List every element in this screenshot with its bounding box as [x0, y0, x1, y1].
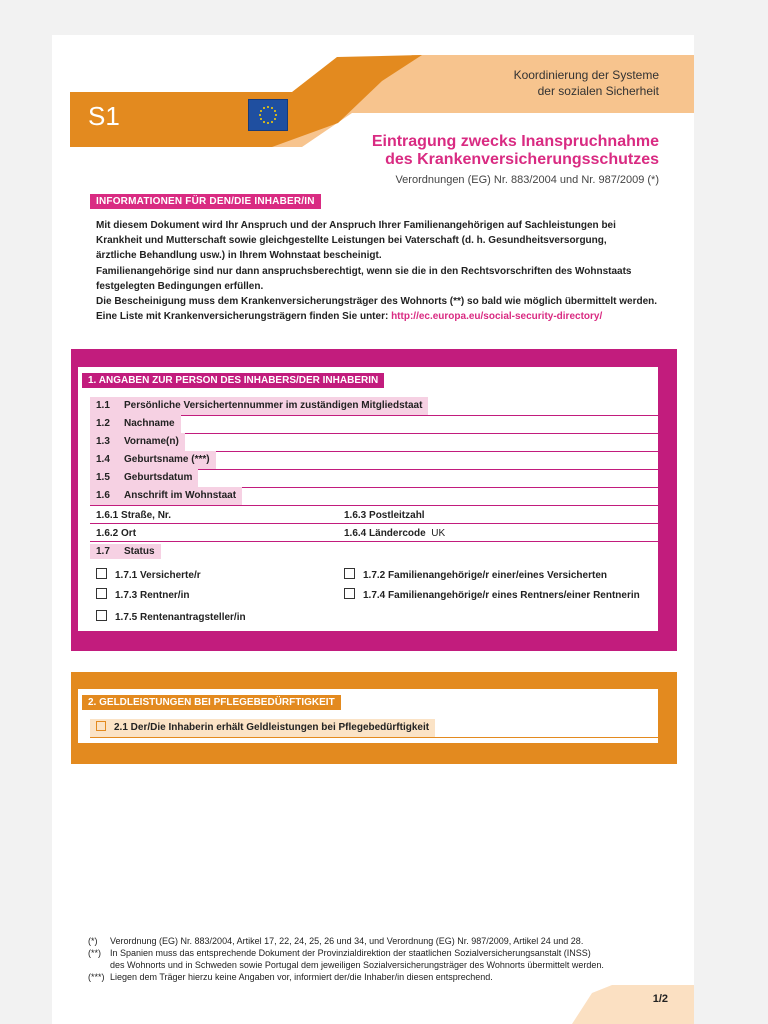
option-label: 1.7.5 Rentenantragsteller/in — [115, 612, 246, 623]
option-label: 1.7.1 Versicherte/r — [115, 570, 201, 581]
field-label: Geburtsdatum — [124, 472, 193, 483]
field-city: 1.6.2 Ort — [96, 528, 137, 539]
field-label: Geburtsname (***) — [124, 454, 210, 465]
regulation-reference: Verordnungen (EG) Nr. 883/2004 und Nr. 987/2009 (*) — [395, 174, 659, 186]
page-number: 1/2 — [652, 993, 668, 1005]
field-num: 1.2 — [96, 418, 110, 429]
agency-line-1: Koordinierung der Systeme — [513, 68, 659, 82]
option-care-benefits[interactable] — [90, 719, 658, 738]
checkbox[interactable] — [344, 568, 355, 579]
field-country-code — [344, 528, 445, 539]
document-title — [372, 133, 659, 169]
section1-title: 1. ANGABEN ZUR PERSON DES INHABERS/DER INHABERIN — [82, 373, 384, 388]
field-num: 1.4 — [96, 454, 110, 465]
checkbox[interactable] — [96, 610, 107, 621]
title-line-1: Eintragung zwecks Inanspruchnahme — [371, 133, 659, 150]
info-line-7 — [96, 309, 676, 324]
option-label: 1.7.2 Familienangehörige/r einer/eines Versicherten — [363, 570, 607, 581]
country-label: 1.6.4 Ländercode — [344, 528, 426, 539]
field-num: 1.3 — [96, 436, 110, 447]
option-pension-claimant[interactable] — [96, 610, 246, 623]
country-value: UK — [431, 528, 446, 539]
document-page — [52, 35, 694, 1024]
page-number-band — [52, 985, 694, 1024]
field-status — [90, 544, 161, 559]
status-label: Status — [124, 546, 155, 557]
info-line-7-prefix: Eine Liste mit Krankenversicherungsträgern finden Sie unter: — [96, 311, 392, 323]
footnote-text: In Spanien muss das entsprechende Dokument der Provinzialdirektion der staatlichen Sozialversicherungsanstalt (INSS) — [110, 948, 591, 958]
field-city-row[interactable] — [90, 525, 658, 542]
option-label: 2.1 Der/Die Inhaberin erhält Geldleistungen bei Pflegebedürftigkeit — [114, 722, 430, 733]
checkbox[interactable] — [96, 588, 107, 599]
field-num: 1.5 — [96, 472, 110, 483]
directory-link[interactable]: http://ec.europa.eu/social-security-directory/ — [391, 311, 603, 323]
option-family-member-insured[interactable] — [344, 568, 607, 581]
field-num: 1.6 — [96, 490, 110, 501]
option-pensioner[interactable] — [96, 588, 189, 601]
checkbox[interactable] — [96, 721, 106, 731]
info-line-2: Krankheit und Mutterschaft sowie gleichgestellte Leistungen bei Vaterschaft (d. h. Gesundheitsversorgung, — [96, 235, 607, 247]
info-banner: INFORMATIONEN FÜR DEN/DIE INHABER/IN — [90, 194, 321, 209]
field-insurance-number[interactable] — [90, 397, 658, 416]
agency-line-2: der sozialen Sicherheit — [537, 84, 659, 98]
info-text — [96, 218, 676, 324]
option-family-member-pensioner[interactable] — [344, 588, 640, 601]
info-line-3: ärztliche Behandlung usw.) in Ihrem Wohnstaat bescheinigt. — [96, 250, 382, 262]
field-postcode: 1.6.3 Postleitzahl — [344, 510, 425, 521]
field-address[interactable] — [90, 487, 658, 506]
footnote-text: des Wohnorts und in Schweden sowie Portugal dem jeweiligen Sozialversicherungsträger des Wohnorts übermittelt werden. — [110, 960, 604, 970]
footnote-2-cont — [88, 959, 668, 971]
field-surname[interactable] — [90, 415, 658, 434]
footnote-3 — [88, 971, 668, 983]
info-line-6: Die Bescheinigung muss dem Krankenversicherungsträger des Wohnorts (**) so bald wie möglich übermittelt werden. — [96, 296, 658, 308]
field-label: Nachname — [124, 418, 175, 429]
option-insured[interactable] — [96, 568, 201, 581]
checkbox[interactable] — [96, 568, 107, 579]
footnote-text: Verordnung (EG) Nr. 883/2004, Artikel 17, 22, 24, 25, 26 und 34, und Verordnung (EG) Nr. 987/2009, Artikel 24 und 28. — [110, 936, 584, 946]
option-label: 1.7.3 Rentner/in — [115, 590, 190, 601]
checkbox[interactable] — [344, 588, 355, 599]
eu-flag-icon — [248, 99, 288, 131]
field-street-row[interactable] — [90, 507, 658, 524]
field-label: Anschrift im Wohnstaat — [124, 490, 237, 501]
field-birth-name[interactable] — [90, 451, 658, 470]
footnote-2 — [88, 947, 668, 959]
agency-title — [514, 67, 659, 99]
info-line-5: festgelegten Bedingungen erfüllen. — [96, 280, 264, 292]
footnote-mark: (*) — [88, 936, 98, 946]
field-forenames[interactable] — [90, 433, 658, 452]
info-line-4: Familienangehörige sind nur dann anspruchsberechtigt, wenn sie die in den Rechtsvorschriften des Wohnstaats — [96, 265, 632, 277]
field-label: Vorname(n) — [124, 436, 179, 447]
field-num: 1.1 — [96, 400, 110, 411]
footnotes — [88, 935, 668, 983]
footnote-mark: (**) — [88, 948, 101, 958]
field-date-of-birth[interactable] — [90, 469, 658, 488]
field-street: 1.6.1 Straße, Nr. — [96, 510, 172, 521]
section2-title: 2. GELDLEISTUNGEN BEI PFLEGEBEDÜRFTIGKEIT — [82, 695, 341, 710]
form-code: S1 — [88, 101, 120, 131]
field-label: Persönliche Versichertennummer im zuständigen Mitgliedstaat — [124, 400, 423, 411]
footnote-1 — [88, 935, 668, 947]
title-line-2: des Krankenversicherungsschutzes — [385, 151, 659, 168]
status-num: 1.7 — [96, 546, 110, 557]
footnote-mark: (***) — [88, 972, 105, 982]
footnote-text: Liegen dem Träger hierzu keine Angaben vor, informiert der/die Inhaber/in diesen entsprechend. — [110, 972, 493, 982]
option-label: 1.7.4 Familienangehörige/r eines Rentners/einer Rentnerin — [363, 590, 640, 601]
info-line-1: Mit diesem Dokument wird Ihr Anspruch und der Anspruch Ihrer Familienangehörigen auf Sachleistungen bei — [96, 220, 616, 231]
